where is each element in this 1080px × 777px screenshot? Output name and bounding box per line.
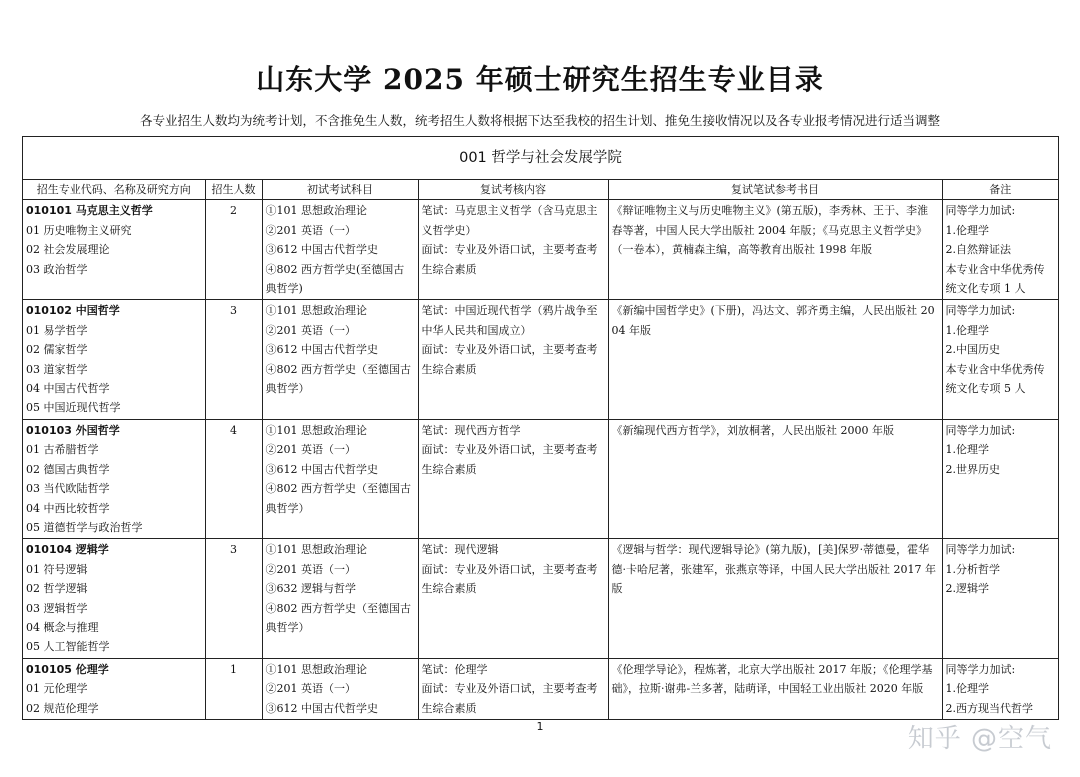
major-cell [23,200,205,300]
note-line: 同等学力加试: [945,662,1016,676]
note-line: 2.西方现当代哲学 [945,701,1033,715]
exam-subject: ①101 思想政治理论 [265,662,367,676]
exam-subject: ②201 英语（一） [265,323,356,337]
zhihu-watermark: 知乎 @空气 [907,724,1052,754]
table-row [23,419,1058,538]
header-quota: 招生人数 [205,180,262,200]
books-cell [608,200,942,300]
research-direction: 01 元伦理学 [26,682,88,696]
notes-cell [942,419,1058,538]
exam-cell [262,419,418,538]
research-direction: 04 概念与推理 [26,620,99,634]
college-heading: 001 哲学与社会发展学院 [23,137,1058,180]
quota-cell: 2 [205,200,262,300]
note-line: 同等学力加试: [945,543,1016,557]
reference-books: 《逻辑与哲学：现代逻辑导论》(第九版)，[美]保罗·蒂德曼，霍华德·卡哈尼著，张建军，张燕京等译，中国人民大学出版社 2017 年版 [611,543,936,596]
note-line: 2.中国历史 [945,343,1000,357]
note-line: 2.自然辩证法 [945,243,1011,257]
exam-subject: ④802 西方哲学史（至德国古典哲学） [265,482,411,515]
research-direction: 02 德国古典哲学 [26,462,110,476]
notes-cell [942,658,1058,719]
exam-subject: ④802 西方哲学史(至德国古典哲学) [265,262,405,296]
note-line: 本专业含中华优秀传统文化专项 1 人 [945,262,1045,296]
quota-cell: 3 [205,300,262,419]
reference-books: 《辩证唯物主义与历史唯物主义》(第五版)，李秀林、王于、李淮春等著，中国人民大学出版社 2004 年版；《马克思主义哲学史》（一卷本），黄楠森主编，高等教育出版社 1998 年版 [611,204,929,257]
exam-subject: ④802 西方哲学史（至德国古典哲学） [265,601,411,634]
research-direction: 05 人工智能哲学 [26,640,110,654]
exam-subject: ③632 逻辑与哲学 [265,582,356,596]
research-direction: 02 社会发展理论 [26,243,110,257]
table-row [23,658,1058,719]
research-direction: 02 儒家哲学 [26,343,88,357]
note-line: 本专业含中华优秀传统文化专项 5 人 [945,362,1045,396]
catalog-sheet [22,136,1059,720]
research-direction: 01 古希腊哲学 [26,443,99,457]
retest-interview: 面试：专业及外语口试，主要考查考生综合素质 [421,343,598,376]
header-notes: 备注 [942,180,1058,200]
retest-interview: 面试：专业及外语口试，主要考查考生综合素质 [421,682,598,715]
note-line: 1.伦理学 [945,443,989,457]
note-line: 1.分析哲学 [945,562,1000,576]
reference-books: 《新编中国哲学史》(下册)，冯达文、郭齐勇主编，人民出版社 2004 年版 [611,304,935,337]
retest-written: 笔试：马克思主义哲学（含马克思主义哲学史） [421,204,598,237]
table-row [23,300,1058,419]
books-cell [608,658,942,719]
research-direction: 01 历史唯物主义研究 [26,223,132,237]
header-books: 复试笔试参考书目 [608,180,942,200]
exam-subject: ③612 中国古代哲学史 [265,462,378,476]
major-cell [23,419,205,538]
retest-written: 笔试：伦理学 [421,662,488,676]
major-name: 010105 伦理学 [26,662,109,676]
table-header-row [23,180,1058,200]
research-direction: 05 道德哲学与政治哲学 [26,520,143,534]
exam-cell [262,539,418,658]
note-line: 同等学力加试: [945,423,1016,437]
table-row [23,200,1058,300]
note-line: 2.逻辑学 [945,582,989,596]
exam-subject: ③612 中国古代哲学史 [265,701,378,715]
notes-cell [942,200,1058,300]
exam-subject: ③612 中国古代哲学史 [265,243,378,257]
table-row [23,539,1058,658]
exam-subject: ①101 思想政治理论 [265,204,367,218]
quota-cell: 4 [205,419,262,538]
research-direction: 03 道家哲学 [26,362,88,376]
notes-cell [942,539,1058,658]
books-cell [608,419,942,538]
retest-interview: 面试：专业及外语口试，主要考查考生综合素质 [421,562,598,596]
retest-written: 笔试：现代西方哲学 [421,423,521,437]
exam-cell [262,200,418,300]
major-cell [23,300,205,419]
research-direction: 03 逻辑哲学 [26,601,88,615]
retest-written: 笔试：中国近现代哲学（鸦片战争至中华人民共和国成立） [421,304,598,337]
major-name: 010102 中国哲学 [26,304,120,318]
books-cell [608,539,942,658]
exam-subject: ②201 英语（一） [265,682,356,696]
research-direction: 02 哲学逻辑 [26,582,88,596]
retest-cell [418,200,608,300]
reference-books: 《新编现代西方哲学》，刘放桐著，人民出版社 2000 年版 [611,423,894,437]
catalog-table [23,180,1058,720]
major-name: 010104 逻辑学 [26,543,109,557]
exam-subject: ②201 英语（一） [265,443,356,457]
notes-cell [942,300,1058,419]
research-direction: 01 符号逻辑 [26,562,88,576]
retest-cell [418,658,608,719]
retest-written: 笔试：现代逻辑 [421,543,499,557]
note-line: 2.世界历史 [945,462,1000,476]
header-retest: 复试考核内容 [418,180,608,200]
research-direction: 01 易学哲学 [26,323,88,337]
books-cell [608,300,942,419]
major-cell [23,539,205,658]
research-direction: 04 中国古代哲学 [26,382,110,396]
exam-cell [262,300,418,419]
note-line: 1.伦理学 [945,323,989,337]
research-direction: 03 政治哲学 [26,262,88,276]
note-line: 1.伦理学 [945,223,989,237]
retest-interview: 面试：专业及外语口试，主要考查考生综合素质 [421,443,598,476]
retest-cell [418,539,608,658]
header-exams: 初试考试科目 [262,180,418,200]
reference-books: 《伦理学导论》，程炼著，北京大学出版社 2017 年版；《伦理学基础》，拉斯·谢弗-兰多著，陆萌译，中国轻工业出版社 2020 年版 [611,662,933,696]
document-title: 山东大学 2025 年硕士研究生招生专业目录 [256,63,824,96]
quota-cell: 3 [205,539,262,658]
exam-subject: ④802 西方哲学史（至德国古典哲学） [265,362,411,396]
header-major: 招生专业代码、名称及研究方向 [23,180,205,200]
page-number: 1 [536,720,544,733]
exam-subject: ③612 中国古代哲学史 [265,343,378,357]
note-line: 同等学力加试: [945,304,1016,318]
major-name: 010101 马克思主义哲学 [26,204,153,218]
quota-cell: 1 [205,658,262,719]
research-direction: 03 当代欧陆哲学 [26,482,110,496]
note-line: 1.伦理学 [945,682,989,696]
note-line: 同等学力加试: [945,204,1016,218]
exam-subject: ②201 英语（一） [265,562,356,576]
retest-cell [418,419,608,538]
major-cell [23,658,205,719]
research-direction: 04 中西比较哲学 [26,501,110,515]
exam-subject: ②201 英语（一） [265,223,356,237]
research-direction: 05 中国近现代哲学 [26,401,121,415]
exam-subject: ①101 思想政治理论 [265,543,367,557]
exam-cell [262,658,418,719]
exam-subject: ①101 思想政治理论 [265,423,367,437]
research-direction: 02 规范伦理学 [26,701,99,715]
retest-interview: 面试：专业及外语口试，主要考查考生综合素质 [421,243,598,276]
document-subtitle: 各专业招生人数均为统考计划，不含推免生人数，统考招生人数将根据下达至我校的招生计划、推免生接收情况以及各专业报考情况进行适当调整 [139,113,940,128]
major-name: 010103 外国哲学 [26,423,120,437]
retest-cell [418,300,608,419]
exam-subject: ①101 思想政治理论 [265,304,367,318]
